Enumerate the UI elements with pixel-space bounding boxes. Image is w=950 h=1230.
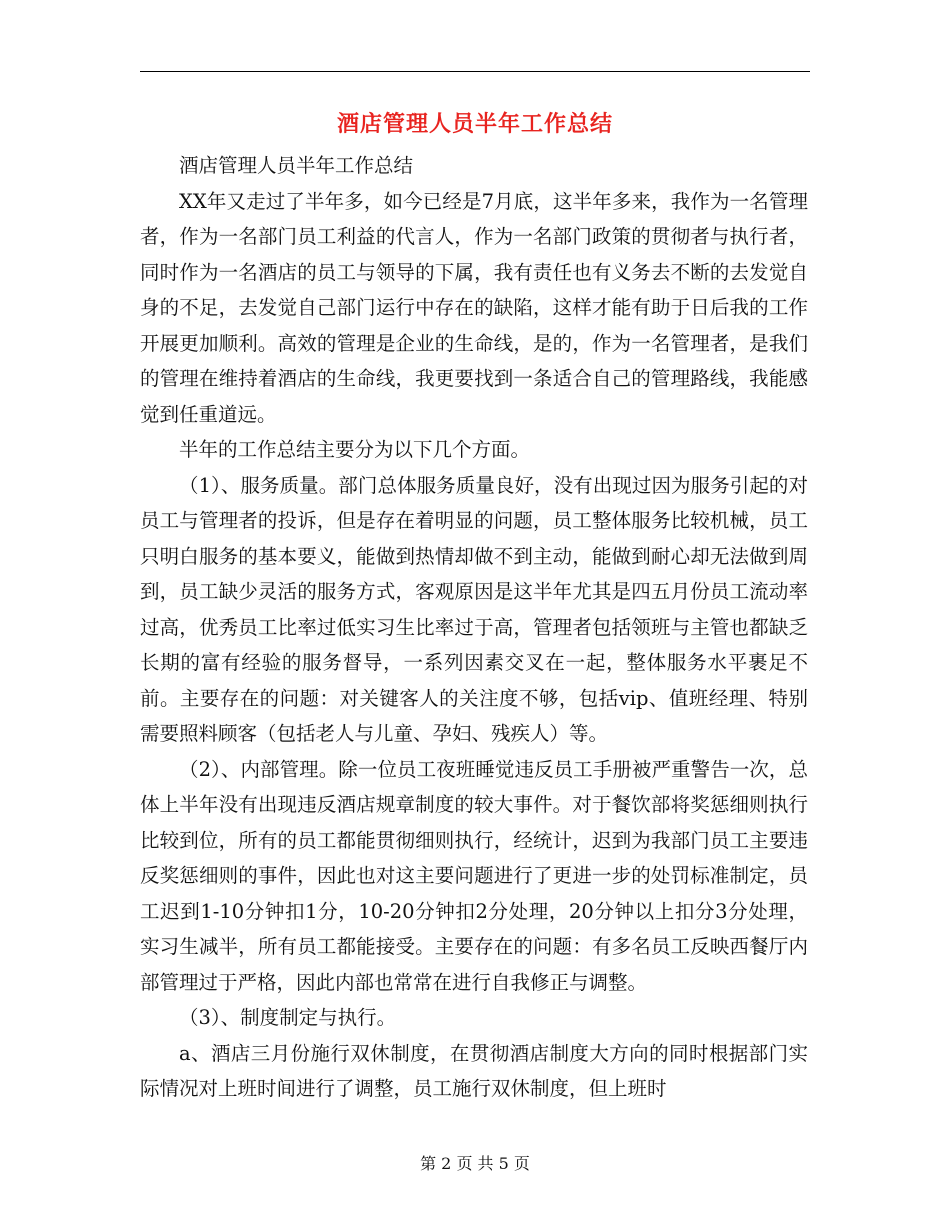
paragraph-system-a: a、酒店三月份施行双休制度，在贯彻酒店制度大方向的同时根据部门实际情况对上班时间进行了调整，员工施行双休制度，但上班时 (140, 1041, 808, 1100)
paragraph-subtitle: 酒店管理人员半年工作总结 (179, 154, 414, 177)
page-number: 第 2 页 共 5 页 (420, 1154, 530, 1173)
paragraph-system-heading: （3）、制度制定与执行。 (179, 1006, 397, 1029)
header-rule (140, 71, 810, 72)
paragraph-overview: 半年的工作总结主要分为以下几个方面。 (179, 438, 531, 461)
document-title: 酒店管理人员半年工作总结 (336, 111, 613, 137)
paragraph-intro: XX年又走过了半年多，如今已经是7月底，这半年多来，我作为一名管理者，作为一名部门员工利益的代言人，作为一名部门政策的贯彻者与执行者，同时作为一名酒店的员工与领导的下属，我有责任也有义务去不断的去发觉自身的不足，去发觉自己部门运行中存在的缺陷，这样才能有助于日后我的工作开展更加顺利。高效的管理是企业的生命线，是的，作为一名管理者，是我们的管理在维持着酒店的生命线，我更要找到一条适合自己的管理路线，我能感觉到任重道远。 (140, 189, 808, 426)
paragraph-internal-management: （2）、内部管理。除一位员工夜班睡觉违反员工手册被严重警告一次，总体上半年没有出现违反酒店规章制度的较大事件。对于餐饮部将奖惩细则执行比较到位，所有的员工都能贯彻细则执行，经统计，迟到为我部门员工主要违反奖惩细则的事件，因此也对这主要问题进行了更进一步的处罚标准制定，员工迟到1-10分钟扣1分，10-20分钟扣2分处理，20分钟以上扣分3分处理，实习生减半，所有员工都能接受。主要存在的问题：有多名员工反映西餐厅内部管理过于严格，因此内部也常常在进行自我修正与调整。 (140, 757, 808, 994)
paragraph-service-quality: （1）、服务质量。部门总体服务质量良好，没有出现过因为服务引起的对员工与管理者的投诉，但是存在着明显的问题，员工整体服务比较机械，员工只明白服务的基本要义，能做到热情却做不到主动，能做到耐心却无法做到周到，员工缺少灵活的服务方式，客观原因是这半年尤其是四五月份员工流动率过高，优秀员工比率过低实习生比率过于高，管理者包括领班与主管也都缺乏长期的富有经验的服务督导，一系列因素交叉在一起，整体服务水平裹足不前。主要存在的问题：对关键客人的关注度不够，包括vip、值班经理、特别需要照料顾客（包括老人与儿童、孕妇、残疾人）等。 (140, 473, 808, 745)
document-body (140, 148, 808, 1107)
